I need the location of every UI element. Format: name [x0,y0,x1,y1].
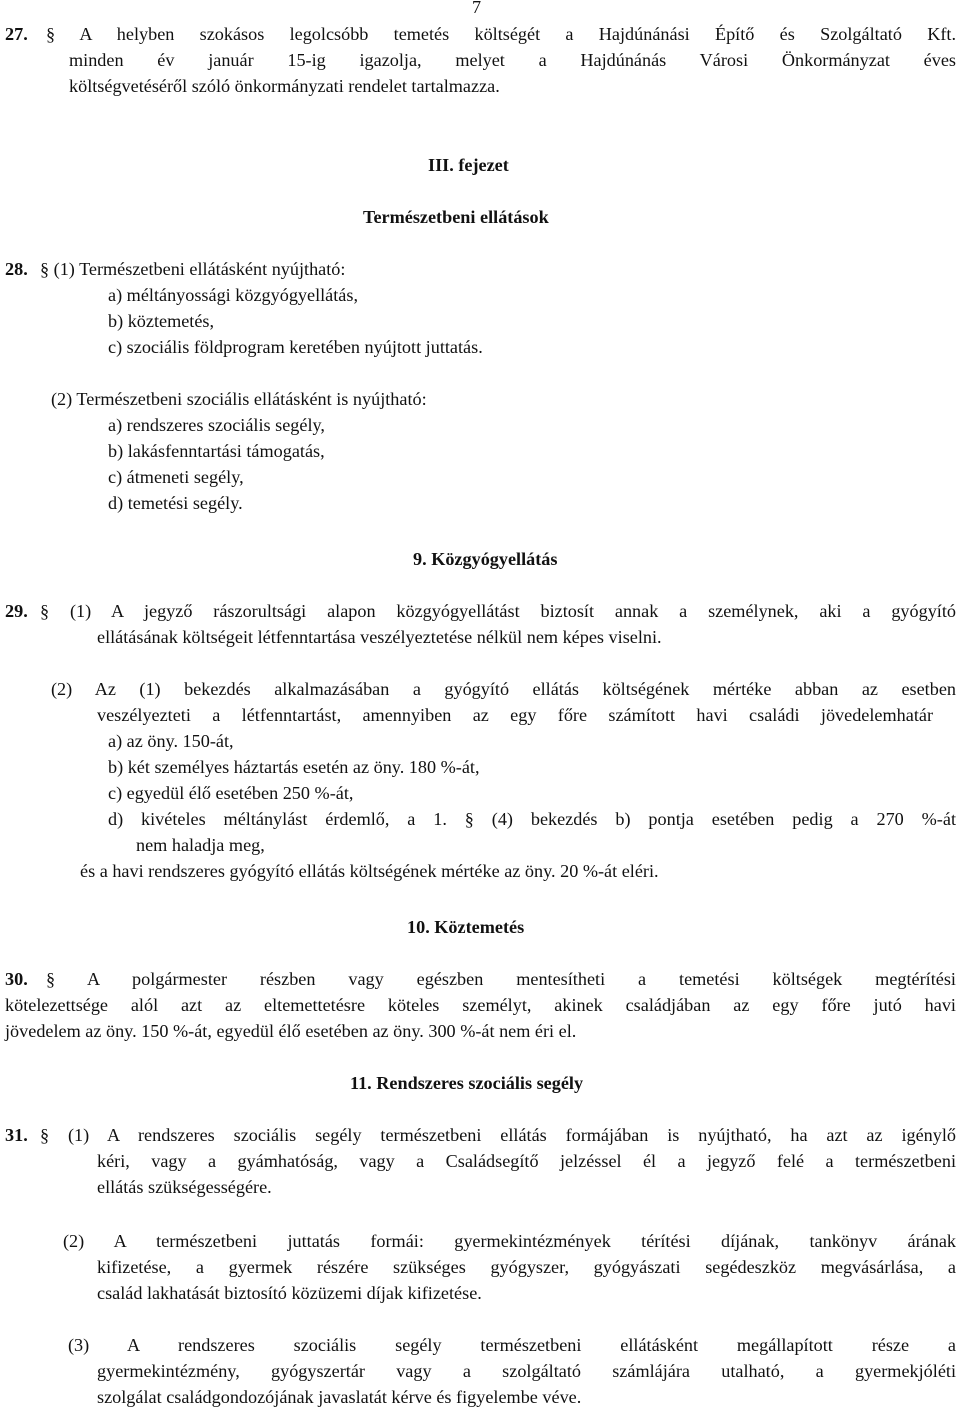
section-text-line: ellátás szükségességére. [97,1177,272,1197]
list-item: b) lakásfenntartási támogatás, [108,441,325,461]
section-text-line: § A polgármester részben vagy egészben mentesítheti a temetési költségek megtérítési [46,969,956,989]
section-text-line: veszélyezteti a létfenntartást, amennyiben az egy főre számított havi családi jövedelemhatár [97,705,933,725]
section-text-line: kifizetése, a gyermek részére szükséges gyógyszer, gyógyászati segédeszköz megvásárlása, a [97,1257,956,1277]
list-item: d) kivételes méltánylást érdemlő, a 1. § (4) bekezdés b) pontja esetében pedig a 270 %-át [108,809,956,829]
section-text-line: jövedelem az öny. 150 %-át, egyedül élő esetében az öny. 300 %-át nem éri el. [5,1021,577,1041]
section-text-line: minden év január 15-ig igazolja, melyet a Hajdúnánás Városi Önkormányzat éves [69,50,956,70]
section-text-line: kötelezettsége alól azt az eltemettetésre köteles személyt, akinek családjában az egy főre jutó havi [5,995,956,1015]
section-heading: 11. Rendszeres szociális segély [350,1073,584,1093]
section-text-line: szolgálat családgondozójának javaslatát kérve és figyelembe véve. [97,1387,582,1407]
list-item: a) az öny. 150-át, [108,731,234,751]
section-heading: 9. Közgyógyellátás [413,549,558,569]
section-text-line: költségvetéséről szóló önkormányzati rendelet tartalmazza. [69,76,500,96]
section-text-line: család lakhatását biztosító közüzemi díjak kifizetése. [97,1283,482,1303]
section-text-line: (2) A természetbeni juttatás formái: gyermekintézmények térítési díjának, tankönyv árának [63,1231,956,1251]
list-item: c) átmeneti segély, [108,467,244,487]
list-item: a) méltányossági közgyógyellátás, [108,285,359,305]
section-closing: és a havi rendszeres gyógyító ellátás költségének mértéke az öny. 20 %-át eléri. [80,861,659,881]
section-text-line: kéri, vagy a gyámhatóság, vagy a Családsegítő jelzéssel él a jegyző felé a természetbeni [97,1151,956,1171]
list-item: d) temetési segély. [108,493,243,513]
section-text-line: (2) Az (1) bekezdés alkalmazásában a gyógyító ellátás költségének mértéke abban az esetben [51,679,956,699]
chapter-title: III. fejezet [428,155,509,175]
section-text-line: gyermekintézmény, gyógyszertár vagy a szolgáltató számlájára utalható, a gyermekjóléti [97,1361,956,1381]
list-item: b) köztemetés, [108,311,215,331]
section-number: 27. [5,24,28,44]
list-item: c) egyedül élő esetében 250 %-át, [108,783,354,803]
section-number: 31. [5,1125,28,1145]
section-text-line: (3) A rendszeres szociális segély természetbeni ellátásként megállapított része a [68,1335,956,1355]
list-item: b) két személyes háztartás esetén az öny. 180 %-át, [108,757,480,777]
section-text-line: ellátásának költségeit létfenntartása veszélyeztetése nélkül nem képes viselni. [97,627,662,647]
section-text-line: § (1) A jegyző rászorultsági alapon közgyógyellátást biztosít annak a személynek, aki a gyógyító [40,601,956,621]
list-item: a) rendszeres szociális segély, [108,415,325,435]
section-text-line: § A helyben szokásos legolcsóbb temetés költségét a Hajdúnánási Építő és Szolgáltató Kft. [46,24,956,44]
section-number: 29. [5,601,28,621]
list-item: nem haladja meg, [136,835,265,855]
chapter-subtitle: Természetbeni ellátások [363,207,549,227]
section-number: 30. [5,969,28,989]
section-heading: 10. Köztemetés [407,917,525,937]
section-text-line: § (1) A rendszeres szociális segély természetbeni ellátás formájában is nyújtható, ha azt az igénylő [40,1125,956,1145]
page-number: 7 [472,0,482,17]
list-item: c) szociális földprogram keretében nyújtott juttatás. [108,337,483,357]
section-intro: (2) Természetbeni szociális ellátásként is nyújtható: [51,389,427,409]
section-intro: § (1) Természetbeni ellátásként nyújtható: [40,259,346,279]
section-number: 28. [5,259,28,279]
